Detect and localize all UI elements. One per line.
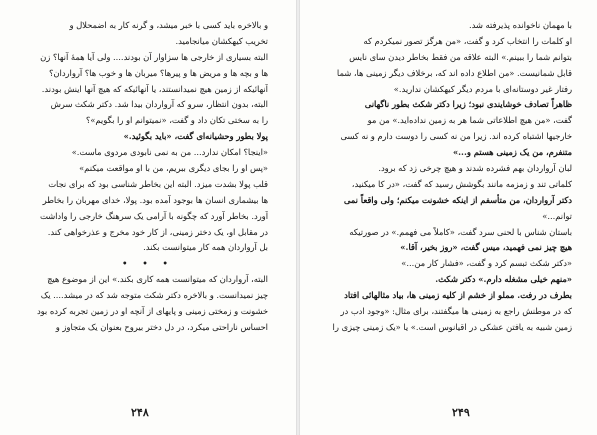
text-line: را به سختی تکان داد و گفت، «نمیتوانم او را بگویم»؟ <box>85 115 268 126</box>
text-line: بطرف در رفت. مملو از خشم از کلیه زمینی ها، بیاد مثالهائی افتاد <box>344 290 572 301</box>
text-line: البته، بدون انتظار، سرو که آرواردان بیدا شد. دکتر شکث سرش <box>50 99 268 110</box>
text-line: و بالاخره باید کسی با خبر میشد، و گرنه کار به اضمحلال و <box>69 20 268 30</box>
text-line: آنهائیکه از زمین هیچ نمیدانستند، یا آنهائیکه که هیچ آنها اینش بودند. <box>41 83 268 94</box>
text-line: متنفرم، من یک زمینی هستم و...» <box>452 147 572 158</box>
text-line: البته، آرواردان که میتوانست همه کاری بکند.» این از موضوع هیچ <box>47 274 268 285</box>
text-line: در مقابل او، یک دختر زمینی، از کار خود مخرج و عذرخواهی کند. <box>47 226 268 237</box>
text-line: آورد. بخاطر آورد که چگونه با آرامی یک سرهنگ خارجی را وادا‌شت <box>39 210 268 221</box>
text-line: احساس ناراحتی میکرد، در دل دختر بیروح بعنوان یک متجاوز و <box>55 321 268 332</box>
left-page-number: ۲۴۸ <box>131 406 149 419</box>
text-line: هیچ چیز نمی فهمید، میس گفت، «روز بخیر، آقا.» <box>400 242 572 253</box>
right-page <box>300 0 597 435</box>
text-line: «پس او را بجای دیگری ببریم، من با او مواقعت میکنم» <box>79 163 268 174</box>
text-line: پولا بطور وحشیانه‌ای گفت، «باید بگوئید.» <box>123 131 268 142</box>
text-line: ظاهراً تصادف خوشایندی نبود؛ زیرا دکتر شکث بطور ناگهانی <box>364 99 572 110</box>
text-line: لبان آرواردان بهم فشرده شدند و هیچ چرخی زد که برود. <box>378 163 572 174</box>
text-line: زمین شبیه به یافتن عشکی در اقیانوس است.» یا «یک زمینی چیزی را <box>332 321 572 332</box>
text-line: توانم...» <box>542 210 572 221</box>
text-line: خارجیها اشتباه کرده اند. زیرا من نه کسی را دوست دارم و نه کسی <box>340 131 572 142</box>
text-line: بتوانم شما را ببینم.» البته علاقه من فقط بخاطر دیدن سای نایس <box>349 51 572 62</box>
text-line: «اینجا؟ امکان ندارد... من به نمی نابودی مردوی ماست.» <box>71 147 268 158</box>
left-page-text <box>28 18 268 336</box>
text-line: قلب پولا بشدت میزد. البته این بخاطر شناسی بود که برای نجات <box>48 178 268 189</box>
text-line: کلماتی تند و زمزمه مانند بگوشش رسید که گفت، «در کا میکنید، <box>351 178 572 189</box>
text-line: البته بسیاری از خارجی ها سزاوار آن بودند.... ولی آیا همهٔ آنها؟ زن <box>40 51 268 62</box>
text-line: دکتر آرواردان، من متأسفم از اینکه خشونت میکنم؛ ولی واقعاً نمی <box>343 194 572 205</box>
text-line: «منهم خیلی مشغله دارم.» دکتر شکث. <box>435 274 572 285</box>
text-line: بل آرواردان همه کار میتوانست بکند. <box>143 242 268 253</box>
left-page <box>0 0 296 435</box>
text-line: «دکتر شکث تبسم کرد و گفت، «فشار کار من...» <box>401 258 572 269</box>
text-line: ها بیشماری انسان ها بوجود آمده بود. پولا، خدای مهربان را بخاطر <box>42 194 268 205</box>
text-line: گفت، «من هیچ اطلاعاتی شما هر به زمین نداده‌اید.» من مو <box>367 115 572 126</box>
text-line: ها و بچه ها و مریض ها و پیرها؟ میربان ها و خوب ها؟ آرواردان؟ <box>49 67 268 78</box>
text-line: خشونت و زمختی زمینی و پایهای از آنچه او در زمین تجربه کرده بود <box>36 306 268 317</box>
text-line: چیز نمیدانست. و بالاخره دکتر شکث متوجه شد که در میشد.... یک <box>40 290 268 301</box>
text-line: او کلمات را انتخاب کرد و گفت، «من هرگز تصور نمیکردم که <box>363 35 572 46</box>
right-page-text <box>326 18 572 336</box>
text-line: تخریب کیهکشان میانجامید. <box>175 35 268 46</box>
text-line: قابل شمانیست. «من اطلاع داده اند که، برخلاف دیگر زمینی ها، شما <box>336 67 572 78</box>
section-separator: • • • <box>122 258 174 269</box>
text-line: که در موطنش راجع به زمینی ها میگفتند، برای مثال: «وجود ادب در <box>340 306 572 317</box>
text-line: باستان شناس با لحنی سرد گفت، «کاملاً می فهمم.» در صورتیکه <box>349 226 572 237</box>
right-page-number: ۲۴۹ <box>452 406 470 419</box>
text-line: با مهمان ناخوانده پذیرفته شد. <box>468 20 572 30</box>
text-line: رفتار غیر دوستانه‌ای با مردم دیگر کیهکشان ندارید.» <box>393 83 572 94</box>
